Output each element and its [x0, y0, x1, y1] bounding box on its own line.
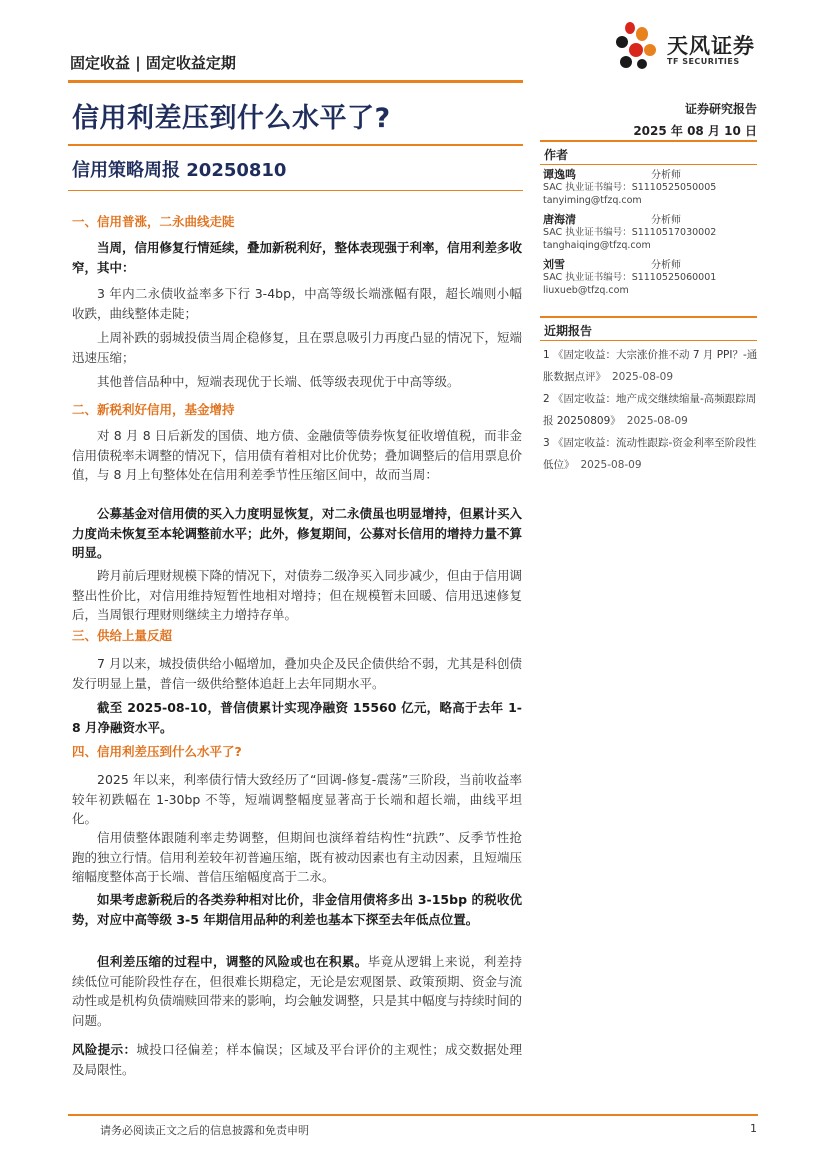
sidebar-rule	[540, 164, 757, 165]
breadcrumb: 固定收益 | 固定收益定期	[70, 54, 236, 72]
paragraph: 公募基金对信用债的买入力度明显恢复，对二永债虽也明显增持，但累计买入力度尚未恢复至本轮调整前水平；此外，修复期间，公募对长信用的增持力量不算明显。	[72, 506, 523, 560]
paragraph: 对 8 月 8 日后新发的国债、地方债、金融债等债券恢复征收增值税，而非金信用债税率未调整的情况下，信用债有着相对比价优势；叠加调整后的信用票息价值，与 8 月上旬整体处在信用利差季节性压缩区间中，故而当周：	[72, 428, 523, 482]
page-number: 1	[750, 1122, 757, 1135]
paragraph: 当周，信用修复行情延续，叠加新税利好，整体表现强于利率，信用利差多收窄，其中：	[72, 240, 523, 275]
author-cert: SAC 执业证书编号：S1110525050005	[543, 182, 717, 193]
footer-disclaimer[interactable]: 请务必阅读正文之后的信息披露和免责申明	[100, 1124, 309, 1137]
sidebar-rule	[540, 140, 757, 142]
author-role: 分析师	[651, 170, 681, 181]
paragraph: 信用债整体跟随利率走势调整，但期间也演绎着结构性“抗跌”、反季节性抢跑的独立行情。信用利差较年初普遍压缩，既有被动因素也有主动因素，且短端压缩幅度整体高于长端、普信压缩幅度高于二永。	[72, 830, 523, 884]
author-block	[543, 213, 758, 252]
author-email[interactable]: liuxueb@tfzq.com	[543, 285, 629, 296]
recent-reports-list	[543, 344, 758, 476]
subtitle-rule	[68, 190, 523, 191]
author-cert: SAC 执业证书编号：S1110525060001	[543, 272, 717, 283]
paragraph: 截至 2025-08-10，普信债累计实现净融资 15560 亿元，略高于去年 1-8 月净融资水平。	[72, 700, 522, 735]
sidebar-rule	[540, 340, 757, 341]
sidebar-rule	[540, 316, 757, 318]
author-name: 刘雪	[543, 258, 565, 271]
tf-logo-icon	[612, 20, 664, 72]
author-email[interactable]: tanghaiqing@tfzq.com	[543, 240, 651, 251]
paragraph: 上周补跌的弱城投债当周企稳修复，且在票息吸引力再度凸显的情况下，短端迅速压缩；	[72, 330, 523, 365]
recent-report-item[interactable]: 2 《固定收益：地产成交继续缩量-高频跟踪周报 20250809》 2025-08-09	[543, 393, 757, 427]
author-email[interactable]: tanyiming@tfzq.com	[543, 195, 642, 206]
report-date: 2025 年 08 月 10 日	[633, 124, 757, 138]
recent-report-item[interactable]: 1 《固定收益：大宗涨价推不动 7 月 PPI？-通胀数据点评》 2025-08-09	[543, 349, 758, 383]
author-block	[543, 258, 758, 297]
author-role: 分析师	[651, 260, 681, 271]
paragraph: 其他普信品种中，短端表现优于长端、低等级表现优于中高等级。	[97, 374, 460, 389]
authors-heading: 作者	[544, 148, 569, 162]
risk-note: 风险提示：城投口径偏差；样本偏误；区域及平台评价的主观性；成交数据处理及局限性。	[72, 1042, 522, 1077]
paragraph: 跨月前后理财规模下降的情况下，对债券二级净买入同步减少，但由于信用调整出性价比，对信用维持短暂性地相对增持；但在规模暂未回暖、信用迅速修复后，当周银行理财则继续主力增持存单。	[72, 568, 523, 622]
logo-text: 天风证券	[667, 34, 755, 58]
section-heading-1: 一、信用普涨，二永曲线走陡	[72, 214, 235, 229]
logo-subtext: TF SECURITIES	[667, 57, 740, 66]
author-role: 分析师	[651, 215, 681, 226]
recent-report-item[interactable]: 3 《固定收益：流动性跟踪-资金利率至阶段性低位》 2025-08-09	[543, 437, 757, 471]
section-heading-3: 三、供给上量反超	[72, 628, 173, 643]
title-rule	[68, 144, 523, 146]
recent-heading: 近期报告	[544, 324, 593, 338]
footer-rule	[68, 1114, 758, 1116]
paragraph: 如果考虑新税后的各类券种相对比价，非金信用债将多出 3-15bp 的税收优势，对应中高等级 3-5 年期信用品种的利差也基本下探至去年低点位置。	[72, 892, 522, 927]
page-title: 信用利差压到什么水平了?	[72, 103, 391, 134]
author-name: 唐海清	[543, 213, 576, 226]
author-block	[543, 168, 758, 207]
section-heading-4: 四、信用利差压到什么水平了?	[72, 744, 242, 759]
page-subtitle: 信用策略周报 20250810	[72, 160, 287, 181]
paragraph: 2025 年以来，利率债行情大致经历了“回调-修复-震荡”三阶段，当前收益率较年初跌幅在 1-30bp 不等，短端调整幅度显著高于长端和超长端，曲线平坦化。	[72, 772, 522, 826]
paragraph: 7 月以来，城投债供给小幅增加，叠加央企及民企债供给不弱，尤其是科创债发行明显上量，普信一级供给整体追赶上去年同期水平。	[72, 656, 522, 691]
report-type: 证券研究报告	[684, 102, 757, 116]
header-rule	[68, 80, 523, 83]
paragraph: 3 年内二永债收益率多下行 3-4bp，中高等级长端涨幅有限，超长端则小幅收跌，曲线整体走陡；	[72, 286, 522, 321]
author-name: 谭逸鸣	[543, 168, 576, 181]
paragraph: 但利差压缩的过程中，调整的风险或也在积累。毕竟从逻辑上来说，利差持续低位可能阶段性存在，但很难长期稳定，无论是宏观图景、政策预期、资金与流动性或是机构负债端赎回带来的影响，均会触发调整，只是其中幅度与持续时间的问题。	[72, 954, 523, 1028]
author-cert: SAC 执业证书编号：S1110517030002	[543, 227, 717, 238]
section-heading-2: 二、新税利好信用，基金增持	[72, 402, 235, 417]
